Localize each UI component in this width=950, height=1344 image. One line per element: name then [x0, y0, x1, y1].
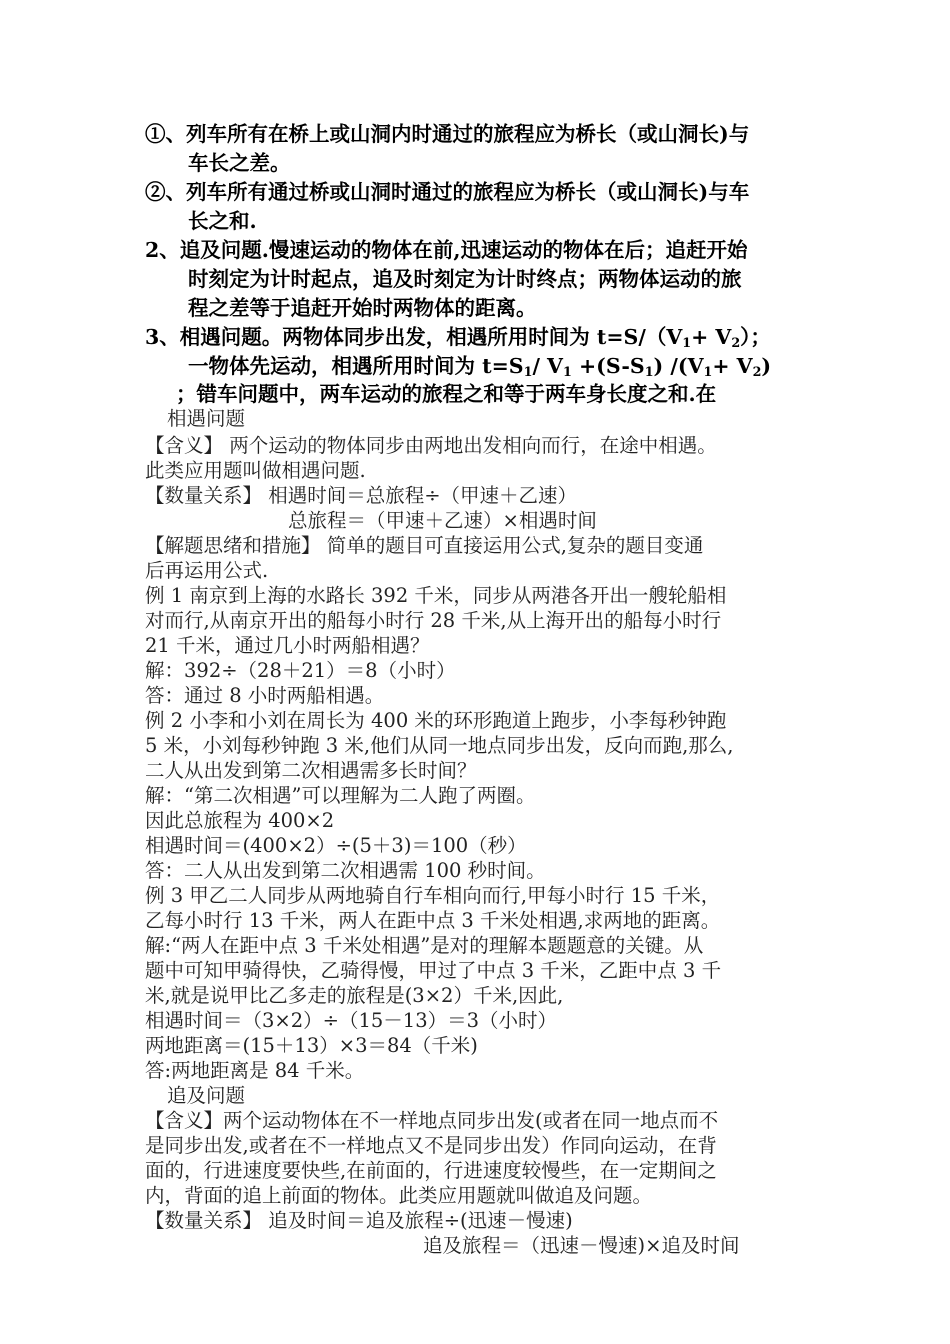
text-line: 二人从出发到第二次相遇需多长时间？	[145, 759, 477, 782]
subscript: 1	[562, 364, 572, 380]
text-line: 是同步出发,或者在不一样地点又不是同步出发）作同向运动，在背	[145, 1134, 717, 1157]
text-run: ）；	[740, 325, 771, 349]
section-heading: 相遇问题	[167, 407, 246, 430]
text-line: 程之差等于追赶开始时两物体的距离。	[188, 296, 537, 320]
text-line: ；错车问题中，两车运动的旅程之和等于两车身长度之和.在	[176, 382, 717, 406]
text-line: 追及旅程＝（迅速－慢速)×追及时间	[423, 1234, 740, 1257]
text-line: 解：392÷（28＋21）＝8（小时）	[145, 659, 456, 682]
text-line: 时刻定为计时起点，追及时刻定为计时终点；两物体运动的旅	[188, 267, 742, 291]
text-line: ②、列车所有通过桥或山洞时通过的旅程应为桥长（或山洞长)与车	[145, 180, 750, 204]
text-run: / V	[532, 354, 563, 378]
text-line: 两地距离＝(15＋13）×3＝84（千米)	[145, 1034, 478, 1057]
formula-line	[145, 325, 771, 351]
text-line: 相遇时间＝(400×2）÷(5＋3)＝100（秒）	[145, 834, 527, 857]
text-line: 解：“第二次相遇”可以理解为二人跑了两圈。	[145, 784, 536, 807]
formula-line	[188, 354, 772, 380]
text-run: +(S-S	[571, 354, 645, 378]
text-line: 例 3 甲乙二人同步从两地骑自行车相向而行,甲每小时行 15 千米，	[145, 884, 721, 907]
text-line: ①、列车所有在桥上或山洞内时通过的旅程应为桥长（或山洞长)与	[145, 122, 750, 146]
text-line: 答：二人从出发到第二次相遇需 100 秒时间。	[145, 859, 546, 882]
section-heading: 追及问题	[167, 1084, 246, 1107]
text-run: 3、相遇问题。两物体同步出发，相遇所用时间为 t=S/（V	[145, 325, 683, 349]
text-line: 【含义】 两个运动的物体同步由两地出发相向而行，在途中相遇。	[145, 434, 717, 457]
text-line: 【解题思绪和措施】 简单的题目可直接运用公式,复杂的题目变通	[145, 534, 704, 557]
text-line: 题中可知甲骑得快，乙骑得慢，甲过了中点 3 千米，乙距中点 3 千	[145, 959, 722, 982]
text-run: )	[761, 354, 772, 378]
text-line: 例 2 小李和小刘在周长为 400 米的环形跑道上跑步，小李每秒钟跑	[145, 709, 727, 732]
subscript: 1	[523, 364, 533, 380]
text-line: 车长之差。	[188, 151, 291, 175]
subscript: 1	[682, 335, 692, 351]
text-line: 2、追及问题.慢速运动的物体在前,迅速运动的物体在后；追赶开始	[145, 238, 748, 262]
text-line: 面的，行进速度要快些,在前面的，行进速度较慢些，在一定期间之	[145, 1159, 717, 1182]
text-line: 【含义】两个运动物体在不一样地点同步出发(或者在同一地点而不	[145, 1109, 719, 1132]
subscript: 2	[731, 335, 741, 351]
text-line: 【数量关系】 相遇时间＝总旅程÷（甲速＋乙速）	[145, 484, 578, 507]
text-run: + V	[712, 354, 753, 378]
text-line: 例 1 南京到上海的水路长 392 千米，同步从两港各开出一艘轮船相	[145, 584, 727, 607]
text-run: + V	[691, 325, 732, 349]
text-line: 乙每小时行 13 千米，两人在距中点 3 千米处相遇,求两地的距离。	[145, 909, 721, 932]
text-line: 因此总旅程为 400×2	[145, 809, 335, 832]
text-line: 答：通过 8 小时两船相遇。	[145, 684, 385, 707]
subscript: 2	[752, 364, 762, 380]
text-run: ) /(V	[653, 354, 704, 378]
text-line: 总旅程＝（甲速＋乙速）×相遇时间	[288, 509, 597, 532]
text-line: 内，背面的追上前面的物体。此类应用题就叫做追及问题。	[145, 1184, 653, 1207]
text-line: 后再运用公式.	[145, 559, 269, 582]
text-line: 21 千米，通过几小时两船相遇？	[145, 634, 430, 657]
text-line: 此类应用题叫做相遇问题.	[145, 459, 366, 482]
text-line: 对而行,从南京开出的船每小时行 28 千米,从上海开出的船每小时行	[145, 609, 722, 632]
text-line: 长之和.	[188, 209, 257, 233]
text-run: 一物体先运动，相遇所用时间为 t=S	[188, 354, 524, 378]
subscript: 1	[703, 364, 713, 380]
text-line: 米,就是说甲比乙多走的旅程是(3×2）千米,因此,	[145, 984, 564, 1007]
text-line: 解:“两人在距中点 3 千米处相遇”是对的理解本题题意的关键。从	[145, 934, 704, 957]
text-line: 相遇时间＝（3×2）÷（15－13）＝3（小时）	[145, 1009, 558, 1032]
subscript: 1	[644, 364, 654, 380]
text-line: 答:两地距离是 84 千米。	[145, 1059, 365, 1082]
text-line: 【数量关系】 追及时间＝追及旅程÷(迅速－慢速)	[145, 1209, 573, 1232]
text-line: 5 米，小刘每秒钟跑 3 米,他们从同一地点同步出发，反向而跑,那么,	[145, 734, 734, 757]
